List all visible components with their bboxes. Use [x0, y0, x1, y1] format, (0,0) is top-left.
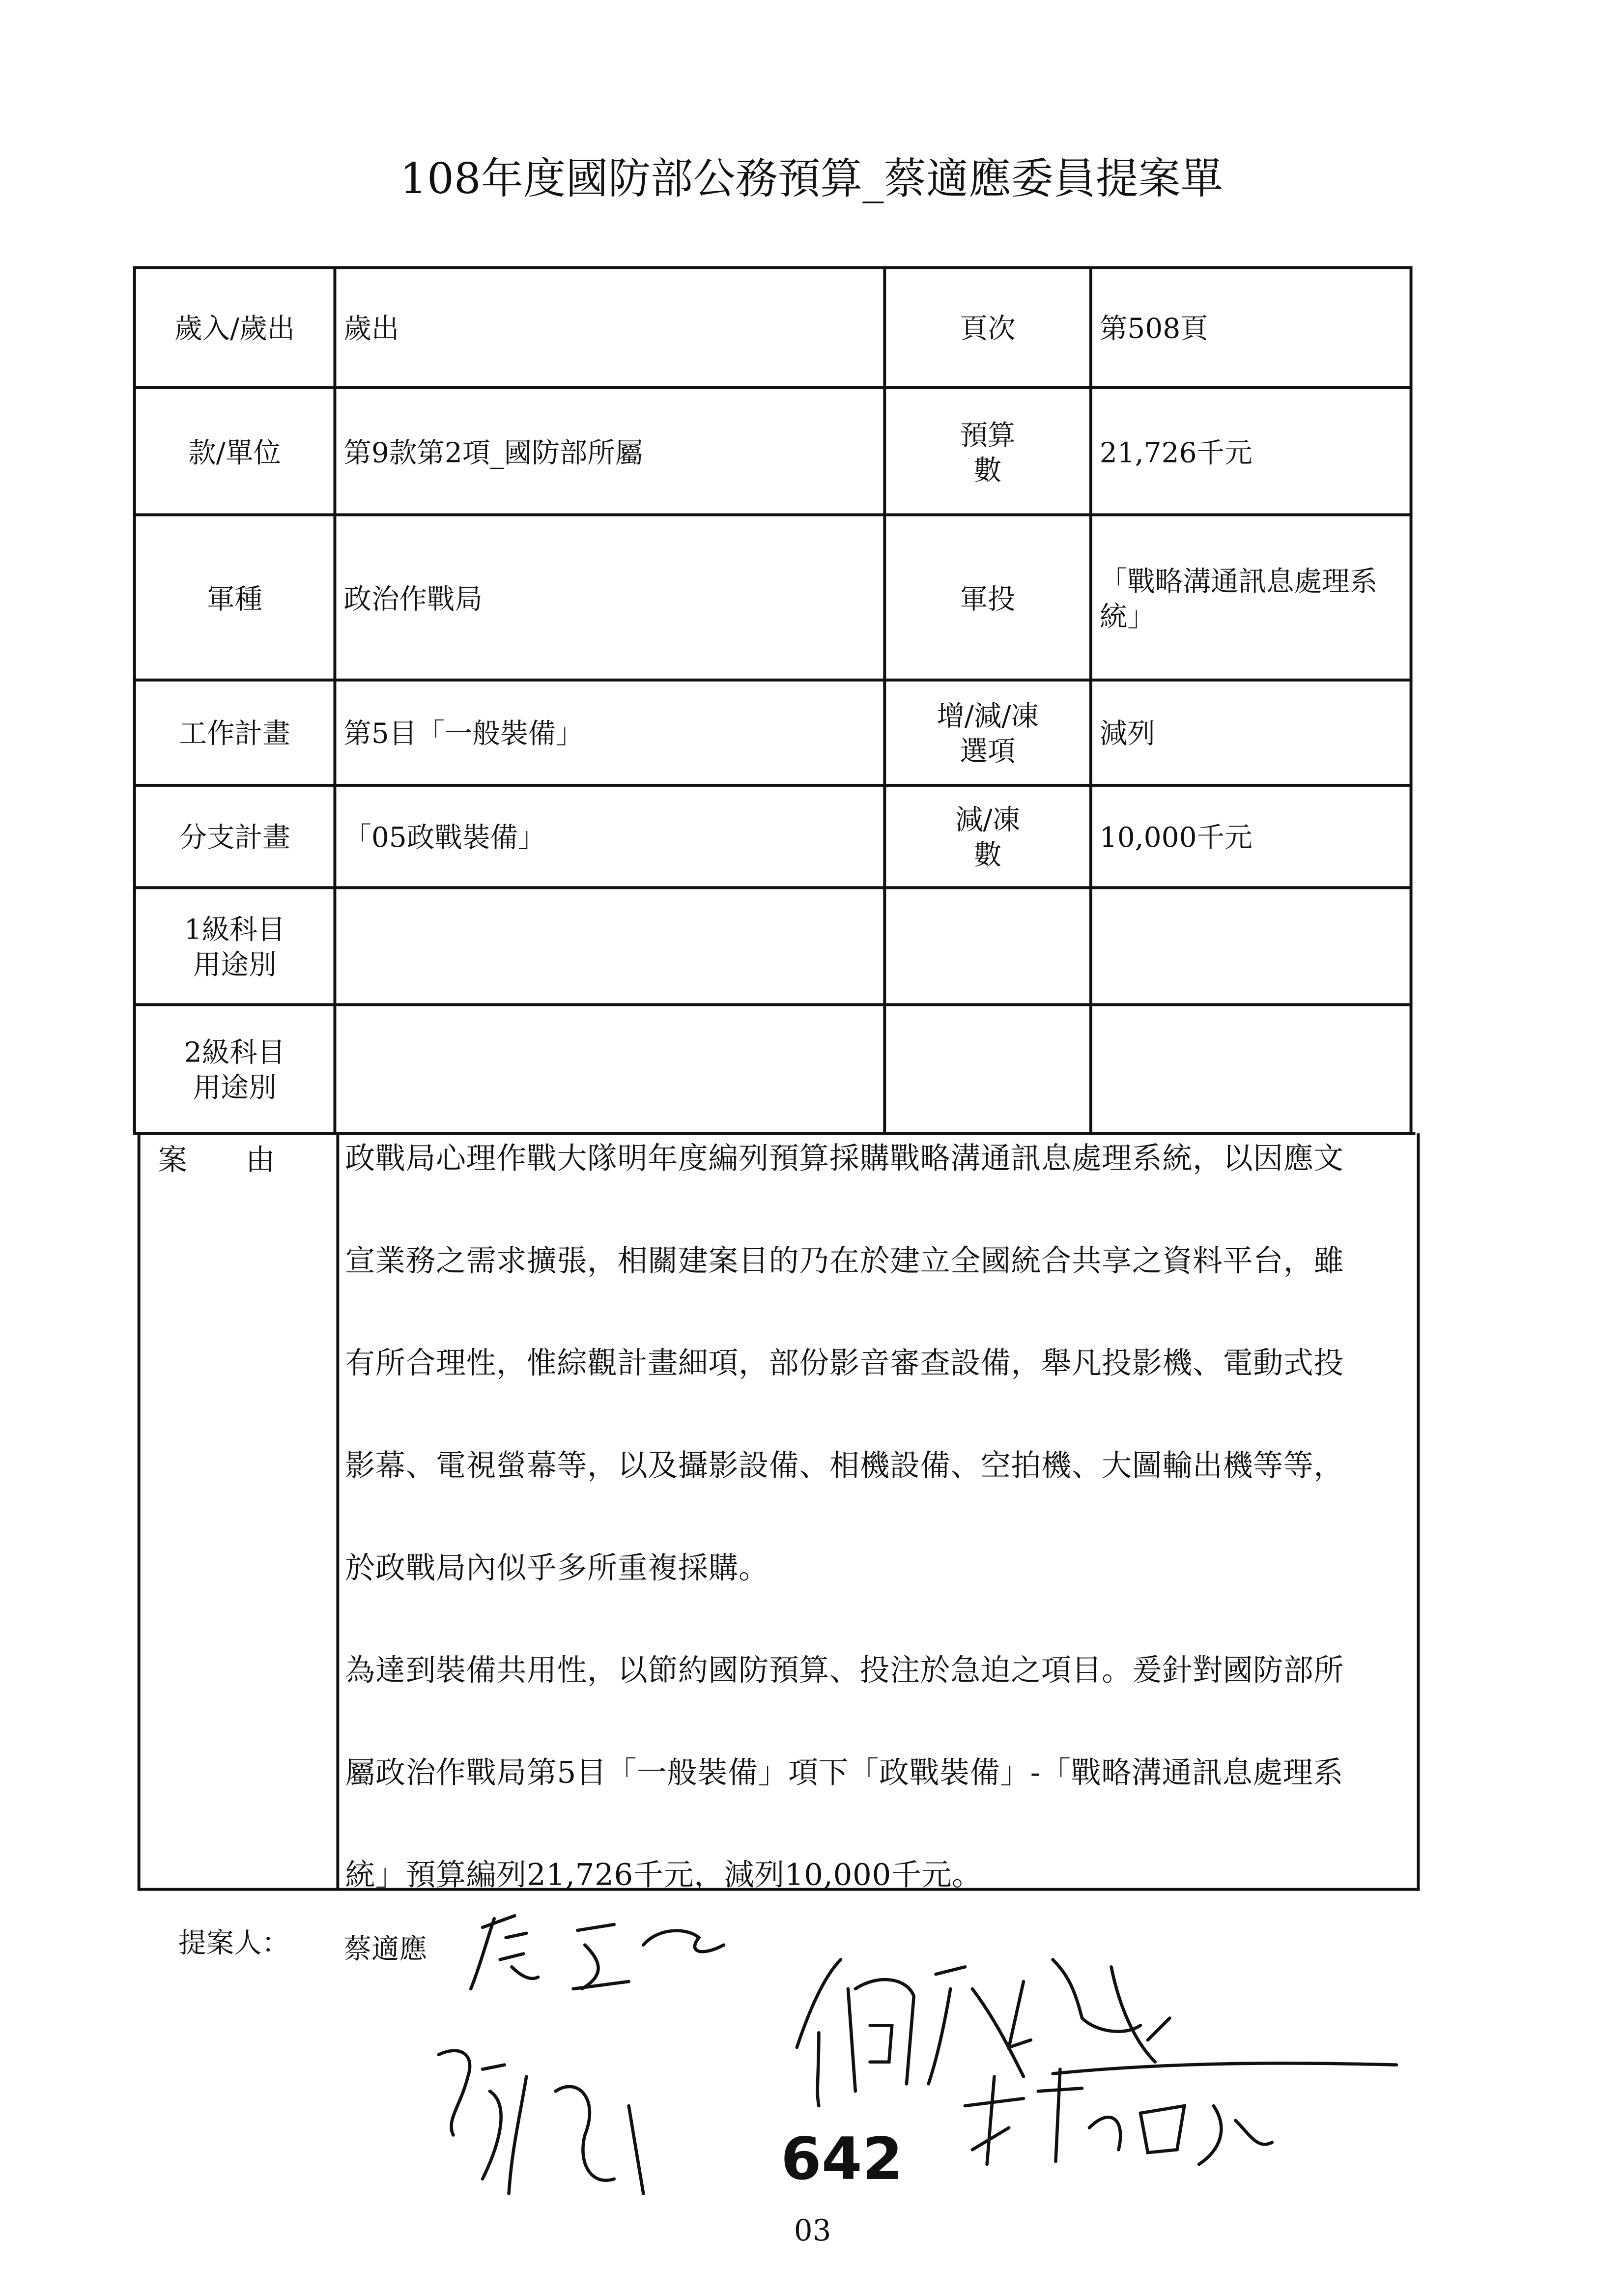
signature-scribble — [439, 1916, 1396, 2193]
row-value-secondary: 21,726千元 — [1099, 436, 1253, 469]
reason-text-line: 統」預算編列21,726千元，減列10,000千元。 — [345, 1857, 982, 1893]
row-label-secondary: 減/凍 數 — [955, 804, 1021, 872]
row-label: 軍種 — [207, 582, 263, 615]
stamp-number: 642 — [781, 2125, 903, 2193]
row-value-secondary: 「戰略溝通訊息處理系 統」 — [1099, 565, 1378, 632]
row-label: 1級科目 用途別 — [184, 914, 285, 981]
row-value-secondary: 10,000千元 — [1099, 822, 1253, 854]
page-title: 108年度國防部公務預算_蔡適應委員提案單 — [400, 153, 1223, 203]
row-value-secondary: 第508頁 — [1099, 313, 1208, 345]
row-value: 政治作戰局 — [343, 582, 483, 615]
row-label: 款/單位 — [188, 436, 281, 469]
reason-text-line: 影幕、電視螢幕等，以及攝影設備、相機設備、空拍機、大圖輸出機等等， — [345, 1447, 1344, 1483]
reason-text-line: 政戰局心理作戰大隊明年度編列預算採購戰略溝通訊息處理系統，以因應文 — [345, 1141, 1344, 1176]
row-label-secondary: 頁次 — [960, 313, 1016, 345]
row-label-secondary: 預算 數 — [960, 419, 1016, 487]
row-value: 「05政戰裝備」 — [343, 822, 546, 854]
row-value-secondary: 減列 — [1099, 718, 1155, 750]
reason-text-line: 宣業務之需求擴張，相關建案目的乃在於建立全國統合共享之資料平台，雖 — [345, 1243, 1344, 1278]
page-number: 03 — [794, 2213, 831, 2248]
row-label: 歲入/歲出 — [174, 313, 295, 345]
reason-label: 案 由 — [158, 1142, 275, 1177]
row-label-secondary: 軍投 — [960, 582, 1016, 615]
row-value: 歲出 — [343, 313, 399, 345]
row-label: 分支計畫 — [179, 822, 290, 854]
row-label: 2級科目 用途別 — [184, 1036, 285, 1104]
row-label-secondary: 增/減/凍 選項 — [937, 700, 1039, 768]
proposer-label: 提案人： — [178, 1927, 290, 1960]
row-value: 第5目「一般裝備」 — [343, 718, 584, 750]
reason-text-line: 有所合理性，惟綜觀計畫細項，部份影音審查設備，舉凡投影機、電動式投 — [345, 1345, 1344, 1381]
reason-text-line: 於政戰局內似乎多所重複採購。 — [345, 1550, 769, 1585]
row-value: 第9款第2項_國防部所屬 — [343, 436, 643, 469]
reason-text-line: 為達到裝備共用性，以節約國防預算、投注於急迫之項目。爰針對國防部所 — [345, 1652, 1344, 1688]
row-label: 工作計畫 — [179, 718, 290, 750]
proposer-name: 蔡適應 — [343, 1933, 427, 1966]
reason-text-line: 屬政治作戰局第5目「一般裝備」項下「政戰裝備」-「戰略溝通訊息處理系 — [345, 1754, 1344, 1790]
